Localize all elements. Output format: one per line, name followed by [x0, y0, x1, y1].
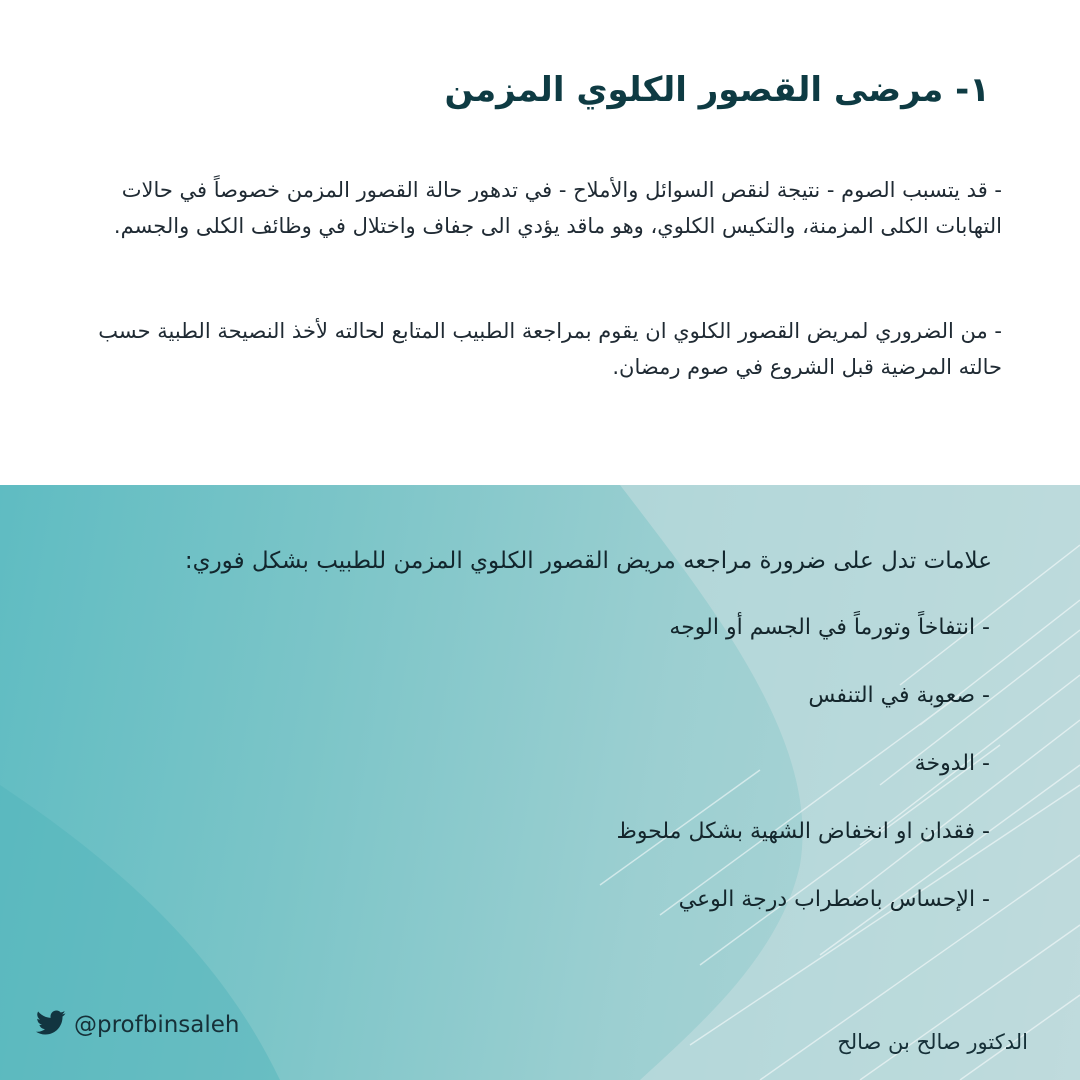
- paragraph-consult-doctor: - من الضروري لمريض القصور الكلوي ان يقوم بمراجعة الطبيب المتابع لحالته لأخذ النصيحة الطبية حسب حالته المرضية قبل الشروع في صوم رمضان.: [98, 319, 1002, 379]
- author-name: الدكتور صالح بن صالح: [837, 1030, 1028, 1054]
- signs-heading: علامات تدل على ضرورة مراجعه مريض القصور الكلوي المزمن للطبيب بشكل فوري:: [184, 548, 992, 574]
- paragraph-fasting-risk: - قد يتسبب الصوم - نتيجة لنقص السوائل والأملاح - في تدهور حالة القصور المزمن خصوصاً في حالات التهابات الكلى المزمنة، والتكيس الكلوي، وهو ماقد يؤدي الى جفاف واختلال في وظائف الكلى والجسم.: [113, 178, 1002, 238]
- signs-list: [616, 610, 990, 950]
- list-item: - فقدان او انخفاض الشهية بشكل ملحوظ: [616, 819, 990, 844]
- list-item: - انتفاخاً وتورماً في الجسم أو الوجه: [669, 615, 990, 640]
- section-title: ١- مرضى القصور الكلوي المزمن: [444, 70, 990, 110]
- twitter-bird-icon: [36, 1010, 66, 1040]
- twitter-handle-text: @profbinsaleh: [74, 1012, 240, 1038]
- list-item: - الدوخة: [914, 751, 990, 776]
- list-item: - الإحساس باضطراب درجة الوعي: [678, 887, 990, 912]
- twitter-handle[interactable]: [36, 1010, 239, 1040]
- list-item: - صعوبة في التنفس: [808, 683, 990, 708]
